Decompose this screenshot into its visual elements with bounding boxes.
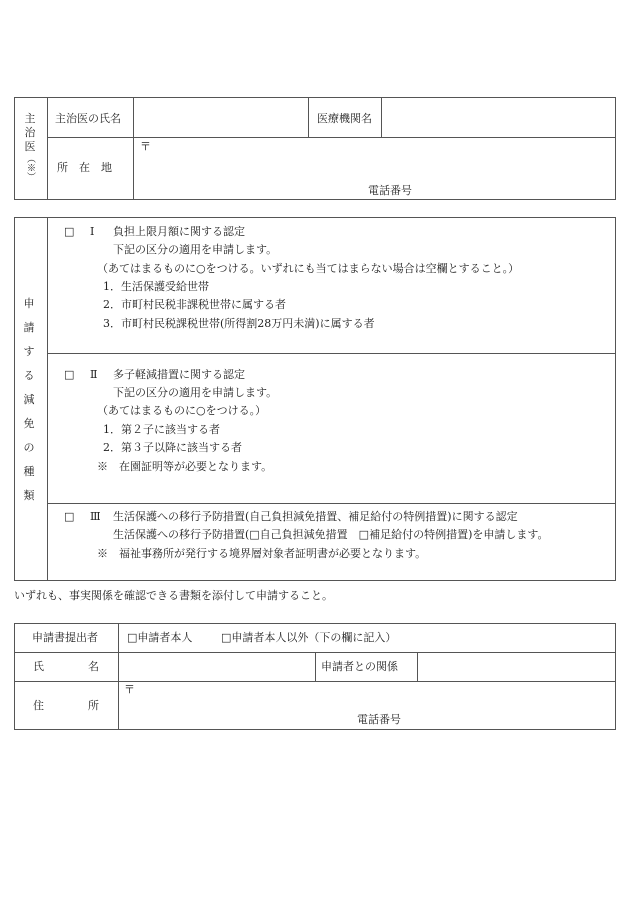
section1-intro: 下記の区分の適用を申請します。 xyxy=(113,243,278,256)
section1-item-3: 3．市町村民税課税世帯(所得割28万円未満)に属する者 xyxy=(103,317,375,330)
side-char: 免 xyxy=(23,417,35,430)
physician-label-divider-1 xyxy=(133,97,134,200)
option-self-checkbox[interactable]: □申請者本人 xyxy=(127,631,193,644)
section2-note: （あてはまるものに○をつける。） xyxy=(97,404,267,417)
side-char: 減 xyxy=(23,393,35,406)
section2-intro: 下記の区分の適用を申請します。 xyxy=(113,386,278,399)
physician-label-divider-3 xyxy=(381,97,382,138)
institution-label: 医療機関名 xyxy=(317,112,372,125)
side-char: 請 xyxy=(23,321,35,334)
section2-numeral: Ⅱ xyxy=(90,368,98,381)
option-other-checkbox[interactable]: □申請者本人以外（下の欄に記入） xyxy=(221,631,397,644)
physician-name-field[interactable] xyxy=(136,100,304,134)
footnote: いずれも、事実関係を確認できる書類を添付して申請すること。 xyxy=(14,589,333,602)
section3-remark: ※ 福祉事務所が発行する境界層対象者証明書が必要となります。 xyxy=(97,547,427,560)
side-char: 医 xyxy=(24,140,36,153)
side-char: 申 xyxy=(23,297,35,310)
section1-numeral: Ⅰ xyxy=(90,225,95,238)
side-char: る xyxy=(23,369,35,382)
submitter-phone-label: 電話番号 xyxy=(357,713,401,726)
side-char: の xyxy=(23,441,35,454)
submitter-relation-divider-1 xyxy=(315,652,316,681)
physician-label-divider-2 xyxy=(308,97,309,138)
side-char: 類 xyxy=(23,489,35,502)
physician-address-label: 所 在 地 xyxy=(57,161,112,174)
institution-field[interactable] xyxy=(384,100,612,134)
submitter-label: 申請書提出者 xyxy=(32,631,98,644)
submitter-name-label: 氏 名 xyxy=(33,660,99,673)
application-side-label xyxy=(22,292,36,508)
physician-phone-label: 電話番号 xyxy=(368,184,412,197)
section3-numeral: Ⅲ xyxy=(90,510,101,523)
submitter-address-field[interactable] xyxy=(138,683,612,711)
physician-postal-mark: 〒 xyxy=(140,140,151,153)
section3-detail: 生活保護への移行予防措置(□自己負担減免措置 □補足給付の特例措置)を申請します。 xyxy=(113,528,549,541)
section2-item-1: 1．第２子に該当する者 xyxy=(103,423,220,436)
section2-title: 多子軽減措置に関する認定 xyxy=(113,368,245,381)
side-char: （※） xyxy=(25,154,35,181)
section1-checkbox[interactable]: □ xyxy=(64,225,75,238)
submitter-name-field[interactable] xyxy=(122,655,311,679)
section2-checkbox[interactable]: □ xyxy=(64,368,75,381)
side-char: 主 xyxy=(24,112,36,125)
submitter-postal-mark: 〒 xyxy=(124,683,135,696)
application-section-divider-1 xyxy=(47,353,616,354)
section2-remark: ※ 在園証明等が必要となります。 xyxy=(97,460,273,473)
relation-label: 申請者との関係 xyxy=(321,660,398,673)
section1-note: （あてはまるものに○をつける。いずれにも当てはまらない場合は空欄とすること。） xyxy=(97,262,520,275)
application-side-divider xyxy=(47,217,48,581)
physician-side-label xyxy=(23,112,37,181)
side-char: 種 xyxy=(23,465,35,478)
side-char: す xyxy=(23,345,35,358)
application-section-divider-2 xyxy=(47,503,616,504)
physician-address-field[interactable] xyxy=(154,140,610,180)
section3-checkbox[interactable]: □ xyxy=(64,510,75,523)
relation-field[interactable] xyxy=(421,655,612,679)
submitter-label-divider xyxy=(118,623,119,730)
section1-title: 負担上限月額に関する認定 xyxy=(113,225,245,238)
side-char: 治 xyxy=(24,126,36,139)
physician-side-divider xyxy=(47,97,48,200)
section1-item-1: 1．生活保護受給世帯 xyxy=(103,280,209,293)
section2-item-2: 2．第３子以降に該当する者 xyxy=(103,441,242,454)
physician-name-label: 主治医の氏名 xyxy=(55,112,121,125)
section3-title: 生活保護への移行予防措置(自己負担減免措置、補足給付の特例措置)に関する認定 xyxy=(113,510,518,523)
section1-item-2: 2．市町村民税非課税世帯に属する者 xyxy=(103,298,286,311)
submitter-address-label: 住 所 xyxy=(33,699,99,712)
submitter-relation-divider-2 xyxy=(417,652,418,681)
submitter-row-divider-2 xyxy=(14,681,616,682)
